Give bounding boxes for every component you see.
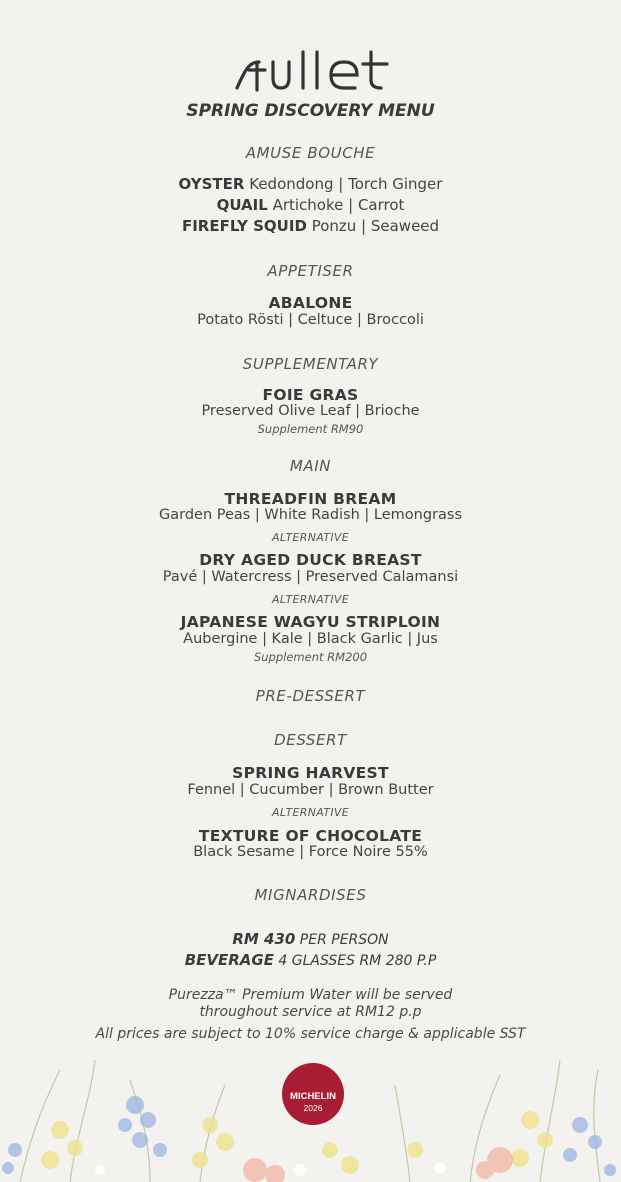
michelin-badge bbox=[282, 1063, 344, 1125]
supplement-note: Supplement RM90 bbox=[257, 422, 364, 436]
section-heading-mignardises: MIGNARDISES bbox=[254, 886, 367, 904]
price-suffix: PER PERSON bbox=[299, 932, 389, 948]
michelin-label: MICHELIN bbox=[290, 1091, 336, 1102]
service-charge-note: All prices are subject to 10% service charge & applicable SST bbox=[95, 1026, 526, 1042]
beverage-label: BEVERAGE bbox=[184, 951, 274, 969]
dish-description-threadfin-bream: Garden Peas | White Radish | Lemongrass bbox=[158, 507, 463, 523]
dish-description: Artichoke | Carrot bbox=[272, 196, 405, 214]
section-heading-amuse-bouche: AMUSE BOUCHE bbox=[245, 144, 376, 162]
menu-item-firefly-squid bbox=[0, 217, 621, 235]
alternative-label: ALTERNATIVE bbox=[272, 593, 349, 606]
dish-description: Ponzu | Seaweed bbox=[311, 217, 440, 235]
stillet-logo bbox=[235, 50, 390, 92]
dish-name-spring-harvest: SPRING HARVEST bbox=[232, 764, 389, 782]
section-heading-appetiser: APPETISER bbox=[267, 262, 354, 280]
section-heading-dessert: DESSERT bbox=[274, 731, 347, 749]
dish-description-duck: Pavé | Watercress | Preserved Calamansi bbox=[162, 569, 459, 585]
price-value: RM 430 bbox=[232, 930, 296, 948]
dish-name-wagyu-striploin: JAPANESE WAGYU STRIPLOIN bbox=[180, 613, 441, 631]
dish-name: QUAIL bbox=[216, 196, 268, 214]
michelin-year: 2026 bbox=[303, 1103, 323, 1113]
water-note-line2: throughout service at RM12 p.p bbox=[199, 1004, 422, 1020]
beverage-price: 4 GLASSES RM 280 P.P bbox=[278, 953, 437, 969]
dish-description-spring-harvest: Fennel | Cucumber | Brown Butter bbox=[187, 782, 434, 798]
dish-description-chocolate: Black Sesame | Force Noire 55% bbox=[193, 844, 428, 860]
dish-name-foie-gras: FOIE GRAS bbox=[262, 386, 359, 404]
dish-description-foie-gras: Preserved Olive Leaf | Brioche bbox=[201, 403, 420, 419]
menu-item-quail bbox=[0, 196, 621, 214]
menu-item-oyster bbox=[0, 175, 621, 193]
dish-description-abalone: Potato Rösti | Celtuce | Broccoli bbox=[197, 312, 424, 328]
section-heading-supplementary: SUPPLEMENTARY bbox=[242, 355, 379, 373]
beverage-pairing bbox=[0, 951, 621, 969]
dish-name-dry-aged-duck-breast: DRY AGED DUCK BREAST bbox=[199, 551, 422, 569]
alternative-label: ALTERNATIVE bbox=[272, 806, 349, 819]
dish-name-abalone: ABALONE bbox=[268, 294, 353, 312]
menu-title: SPRING DISCOVERY MENU bbox=[186, 101, 435, 121]
dish-name: FIREFLY SQUID bbox=[181, 217, 307, 235]
water-note-line1: Purezza™ Premium Water will be served bbox=[168, 987, 453, 1003]
dish-name-texture-of-chocolate: TEXTURE OF CHOCOLATE bbox=[198, 827, 423, 845]
dish-description-wagyu: Aubergine | Kale | Black Garlic | Jus bbox=[183, 631, 438, 647]
dish-name: OYSTER bbox=[178, 175, 245, 193]
dish-description: Kedondong | Torch Ginger bbox=[249, 175, 443, 193]
section-heading-pre-dessert: PRE-DESSERT bbox=[255, 687, 366, 705]
supplement-note: Supplement RM200 bbox=[253, 650, 368, 664]
section-heading-main: MAIN bbox=[289, 457, 332, 475]
alternative-label: ALTERNATIVE bbox=[272, 531, 349, 544]
dish-name-threadfin-bream: THREADFIN BREAM bbox=[224, 490, 397, 508]
price-per-person bbox=[0, 930, 621, 948]
